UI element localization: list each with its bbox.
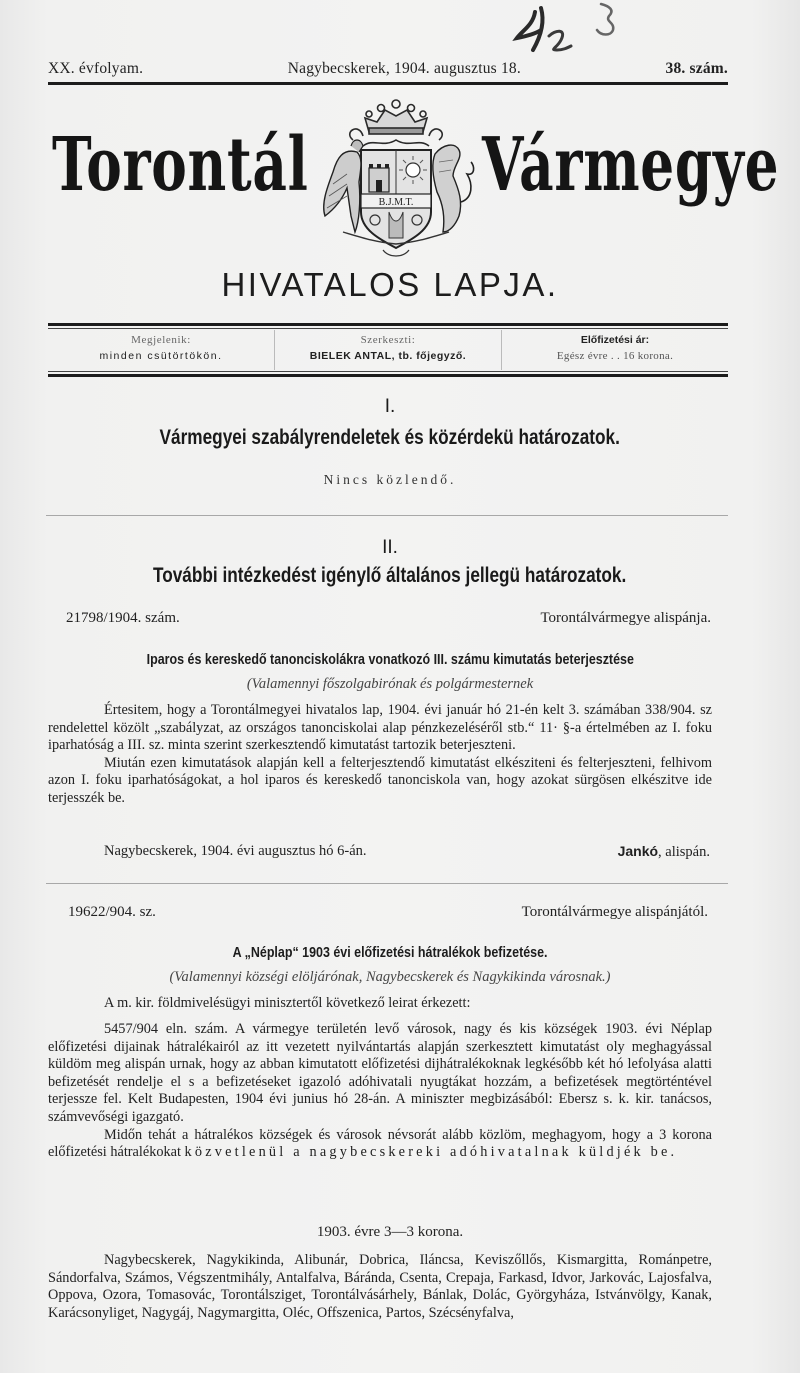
article-2-heading: A „Néplap“ 1903 évi előfizetési hátralékok befizetése.	[232, 945, 548, 961]
publication-label: Megjelenik:	[131, 334, 191, 346]
section-2-heading-wrap	[0, 564, 780, 588]
section-1-numeral: I.	[384, 396, 396, 417]
masthead-rule	[48, 82, 728, 85]
section-1-note: Nincs közlendő.	[323, 472, 457, 487]
section-2-numeral: II.	[382, 537, 398, 558]
article-2-heading-wrap	[0, 944, 780, 962]
article-1-paragraph: Miután ezen kimutatások alapján kell a felterjesztendő kimutatást elkésziteni és felterjeszteni, felhivom azon I. foku iparhatóságokat, a hol iparos és kereskedő tanonciskola van, hogy azokat sürgösen elkészitve ide terjesszék be.	[48, 754, 712, 806]
article-2-intro	[104, 995, 704, 1013]
volume-label: XX. évfolyam.	[48, 60, 144, 77]
crest-label: B.J.M.T.	[378, 197, 414, 208]
editor-value: BIELEK ANTAL, tb. főjegyző.	[309, 350, 467, 362]
amount-line: 1903. évre 3—3 korona.	[316, 1224, 464, 1240]
article-2-body	[48, 1021, 712, 1162]
publication-value: minden csütörtökön.	[99, 350, 223, 362]
section-1-heading-wrap	[0, 426, 780, 450]
info-subscription	[501, 330, 728, 370]
editor-label: Szerkeszti:	[360, 334, 416, 346]
article-1-body	[48, 702, 712, 808]
section-divider-1	[46, 515, 728, 516]
article-2-meta	[68, 904, 708, 921]
article-1-place-date: Nagybecskerek, 1904. évi augusztus hó 6-án.	[104, 843, 367, 859]
signer-name: Jankó	[617, 843, 659, 859]
info-top-rule	[48, 323, 728, 326]
title-right-word: Vármegye	[482, 122, 780, 208]
towns-list: Nagybecskerek, Nagykikinda, Alibunár, Dobrica, Iláncsa, Keviszőllős, Kismargitta, Románpetre, Sándorfalva, Számos, Végszentmihály, Antalfalva, Báránda, Csenta, Crepaja, Farkasd, Idvor, Jarkovác, Lajosfalva, Oppova, Ozora, Tomasovác, Torontálsziget, Torontálvásárhely, Bánlak, Dolác, Györgyháza, Istvánvölgy, Kanak, Karácsonyliget, Nagygáj, Nagymargitta, Oléc, Offszenica, Partos, Szécsényfalva,	[48, 1252, 712, 1321]
paragraph-2-start: Midőn tehát a hátralékos községek és városok névsorát alább közlöm, meghagyom, hogy a 3 korona előfizetési hátralékokat	[48, 1126, 712, 1161]
issue-number: 38. szám.	[665, 60, 728, 77]
article-2-paragraph-2	[48, 1127, 712, 1162]
article-1-meta	[66, 610, 711, 627]
coat-of-arms-icon	[303, 92, 489, 260]
subscription-value: Egész évre . . 16 korona.	[556, 350, 674, 362]
masthead-line	[48, 60, 728, 78]
article-1-signer	[618, 843, 710, 861]
article-1-reference: 21798/1904. szám.	[66, 610, 180, 626]
info-box	[48, 330, 728, 370]
article-1-addressee: (Valamennyi főszolgabirónak és polgármesternek	[246, 676, 534, 692]
subtitle: HIVATALOS LAPJA.	[221, 266, 559, 303]
paragraph-2-end: .	[670, 1144, 675, 1161]
handwritten-mark-icon	[505, 0, 635, 60]
article-1-heading-wrap	[0, 651, 780, 669]
article-1-signature-row	[104, 843, 710, 861]
article-2-addressee: (Valamennyi községi elöljárónak, Nagybecskerek és Nagykikinda városnak.)	[169, 969, 611, 985]
article-2-reference: 19622/904. sz.	[68, 904, 156, 920]
towns-list-block	[48, 1252, 712, 1322]
subscription-label: Előfizetési ár:	[580, 334, 650, 346]
article-2-paragraph-1: 5457/904 eln. szám. A vármegye területén levő városok, nagy és kis községek 1903. évi Néplap előfizetési dijainak hátralékairól az itt vezetett nyilvántartás alapján szerkesztett kimutatást oly meghagyással küldöm meg alispán urnak, hogy az abban kimutatott előfizetési dijhátralékoknak legkésőbb két hó lefolyása alatti befizetését rendelje el s a befizetéseket igazoló adóhivatali nyugtákat hozzám, a befizetések megtörténtével terjessze fel. Kelt Budapesten, 1904 évi junius hó 28-án. A miniszter megbizásából: Ebersz s. k. kir. tanácsos, számvevőségi igazgató.	[48, 1021, 712, 1125]
info-bottom-rule	[48, 374, 728, 377]
section-2-heading: További intézkedést igénylő általános jellegü határozatok.	[153, 564, 627, 587]
title-left-word: Torontál	[52, 122, 309, 208]
article-1-heading: Iparos és kereskedő tanonciskolákra vonatkozó III. számu kimutatás beterjesztése	[146, 652, 634, 668]
article-2-intro-text: A m. kir. földmivelésügyi minisztertől következő leirat érkezett:	[104, 995, 471, 1011]
info-editor	[274, 330, 501, 370]
article-divider	[46, 883, 728, 884]
article-1-issuer: Torontálvármegye alispánja.	[540, 610, 711, 626]
article-2-issuer: Torontálvármegye alispánjától.	[521, 904, 708, 920]
section-1-heading: Vármegyei szabályrendeletek és közérdekü határozatok.	[159, 426, 621, 449]
place-date: Nagybecskerek, 1904. augusztus 18.	[287, 60, 521, 77]
signer-title: , alispán.	[658, 844, 710, 860]
info-publication	[48, 330, 274, 370]
article-1-paragraph: Értesitem, hogy a Torontálmegyei hivatalos lap, 1904. évi január hó 21-én kelt 3. számában 338/904. sz rendelettel közölt „szabályzat, az országos tanonciskolai alap pénzkezeléséről stb.“ 11· §-a értelmében az I. foku iparhatóság a III. sz. minta szerint szerkesztendő kimutatást tartozik beterjeszteni.	[48, 702, 712, 754]
paragraph-2-spaced: közvetlenül a nagybecskereki adóhivatalnak küldjék be	[184, 1144, 671, 1161]
info-top-rule-thin	[48, 328, 728, 329]
info-bottom-rule-thin	[48, 371, 728, 372]
